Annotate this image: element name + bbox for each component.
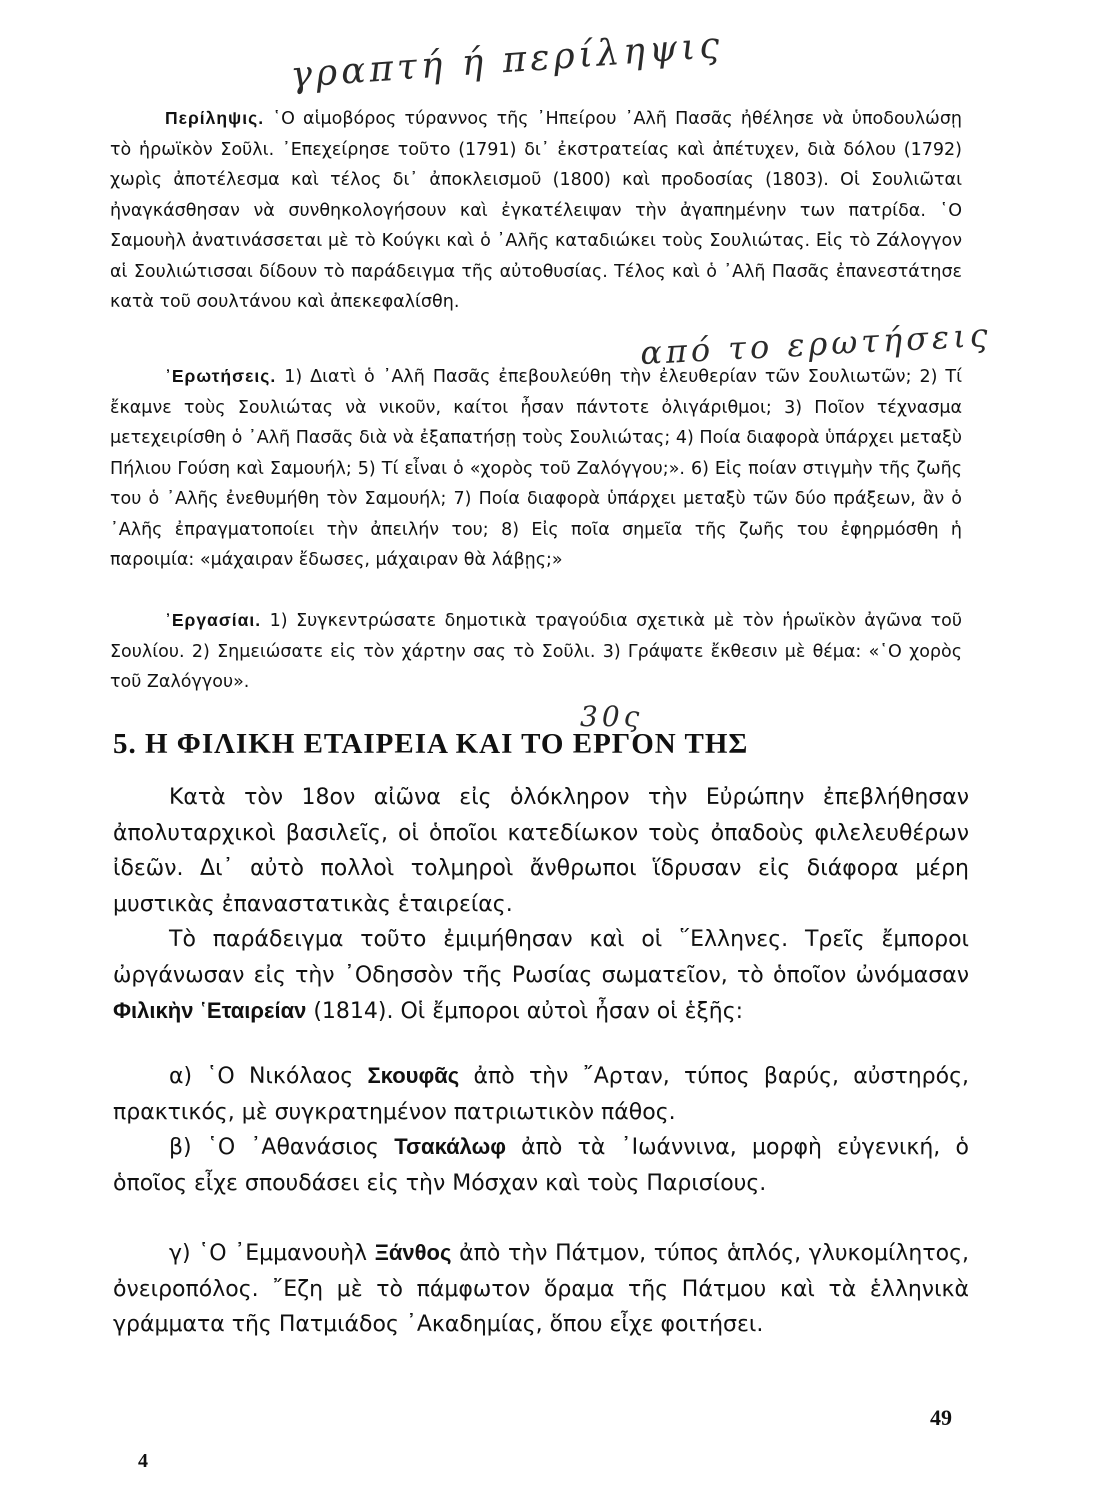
item-name: Ξάνθος xyxy=(374,1240,452,1265)
handwritten-number: 30ς xyxy=(580,700,644,733)
example-text-pre: Τὸ παράδειγμα τοῦτο ἐμιμήθησαν καὶ οἱ ῞Ελληνες. Τρεῖς ἔμποροι ὠργάνωσαν εἰς τὴν ᾿Οδησσὸν τῆς Ρωσίας σωματεῖον, τὸ ὁποῖον ὠνόμασαν xyxy=(113,927,969,988)
summary-label: Περίληψις. xyxy=(165,108,265,128)
item-description: ἀπὸ τὴν ῎Αρταν, τύπος βαρύς, αὐστηρός, πρακτικός, μὲ συγκρατημένον πατριωτικὸν πάθος. xyxy=(113,1064,969,1125)
item-description: ἀπὸ τὰ ᾿Ιωάννινα, μορφὴ εὐγενική, ὁ ὁποῖος εἶχε σπουδάσει εἰς τὴν Μόσχαν καὶ τοὺς Παρισίους. xyxy=(113,1135,969,1196)
questions-label: ᾿Ερωτήσεις. xyxy=(165,366,277,386)
item-description: ἀπὸ τὴν Πάτμον, τύπος ἁπλός, γλυκομίλητος, ὀνειροπόλος. ῎Εζη μὲ τὸ πάμφωτον ὅραμα τῆς Πάτμου καὶ τὰ ἑλληνικὰ γράμματα τῆς Πατμιάδος ᾿Ακαδημίας, ὅπου εἶχε φοιτήσει. xyxy=(113,1241,969,1337)
item-pre: ῾Ο ᾿Εμμανουὴλ xyxy=(198,1241,368,1266)
handwritten-note-middle: από το ερωτήσεις xyxy=(639,315,993,373)
item-name: Τσακάλωφ xyxy=(394,1134,506,1159)
tasks-paragraph xyxy=(110,605,962,698)
section-title: 5. Η ΦΙΛΙΚΗ ΕΤΑΙΡΕΙΑ ΚΑΙ ΤΟ ΕΡΓΟΝ ΤΗΣ xyxy=(113,728,749,760)
example-text-post: (1814). Οἱ ἔμποροι αὐτοὶ ἦσαν οἱ ἑξῆς: xyxy=(313,999,744,1024)
summary-text: ῾Ο αἱμοβόρος τύραννος τῆς ᾿Ηπείρου ᾿Αλῆ Πασᾶς ἠθέλησε νὰ ὑποδουλώσῃ τὸ ἡρωϊκὸν Σοῦλι. ᾿Επεχείρησε τοῦτο (1791) δι᾿ ἐκστρατείας καὶ ἀπέτυχεν, διὰ δόλου (1792) χωρὶς ἀποτέλεσμα καὶ τέλος δι᾿ ἀποκλεισμοῦ (1800) καὶ προδοσίας (1803). Οἱ Σουλιῶται ἠναγκάσθησαν νὰ συνθηκολογήσουν καὶ ἐγκατέλειψαν τὴν ἀγαπημένην των πατρίδα. ῾Ο Σαμουὴλ ἀνατινάσσεται μὲ τὸ Κούγκι καὶ ὁ ᾿Αλῆς καταδιώκει τοὺς Σουλιώτας. Εἰς τὸ Ζάλογγον αἱ Σουλιώτισσαι δίδουν τὸ παράδειγμα τῆς αὐτοθυσίας. Τέλος καὶ ὁ ᾿Αλῆ Πασᾶς ἐπανεστάτησε κατὰ τοῦ σουλτάνου καὶ ἀπεκεφαλίσθη. xyxy=(110,109,962,312)
item-marker: β) xyxy=(169,1135,192,1160)
item-pre: ῾Ο ᾿Αθανάσιος xyxy=(206,1135,379,1160)
item-name: Σκουφᾶς xyxy=(367,1063,460,1088)
handwritten-note-top: γραπτή ή περίληψις xyxy=(289,24,725,97)
example-society-name: Φιλικὴν ῾Εταιρείαν xyxy=(113,998,307,1023)
questions-paragraph xyxy=(110,361,962,576)
section-intro-paragraph: Κατὰ τὸν 18ον αἰῶνα εἰς ὁλόκληρον τὴν Εὐρώπην ἐπεβλήθησαν ἀπολυταρχικοὶ βασιλεῖς, οἱ ὁποῖοι κατεδίωκον τοὺς ὀπαδοὺς φιλελευθέρων ἰδεῶν. Δι᾿ αὐτὸ πολλοὶ τολμηροὶ ἄνθρωποι ἵδρυσαν εἰς διάφορα μέρη μυστικὰς ἐπαναστατικὰς ἑταιρείας. xyxy=(113,785,969,917)
summary-paragraph xyxy=(110,103,962,318)
tasks-label: ᾿Εργασίαι. xyxy=(165,610,262,630)
item-marker: α) xyxy=(169,1064,193,1089)
page-number: 49 xyxy=(930,1405,952,1430)
section-example-paragraph xyxy=(113,922,969,1030)
list-item xyxy=(113,1129,969,1201)
item-pre: ῾Ο Νικόλαος xyxy=(206,1064,354,1089)
item-marker: γ) xyxy=(169,1241,191,1266)
list-item xyxy=(113,1235,969,1343)
questions-text: 1) Διατὶ ὁ ᾿Αλῆ Πασᾶς ἐπεβουλεύθη τὴν ἐλευθερίαν τῶν Σουλιωτῶν; 2) Τί ἔκαμνε τοὺς Σουλιώτας νὰ νικοῦν, καίτοι ἦσαν πάντοτε ὀλιγάριθμοι; 3) Ποῖον τέχνασμα μετεχειρίσθη ὁ ᾿Αλῆ Πασᾶς διὰ νὰ ἐξαπατήσῃ τοὺς Σουλιώτας; 4) Ποία διαφορὰ ὑπάρχει μεταξὺ Πήλιου Γούση καὶ Σαμουήλ; 5) Τί εἶναι ὁ «χορὸς τοῦ Ζαλόγγου;». 6) Εἰς ποίαν στιγμὴν τῆς ζωῆς του ὁ ᾿Αλῆς ἐνεθυμήθη τὸν Σαμουήλ; 7) Ποία διαφορὰ ὑπάρχει μεταξὺ τῶν δύο πράξεων, ἂν ὁ ᾿Αλῆς ἐπραγματοποίει τὴν ἀπειλήν του; 8) Εἰς ποῖα σημεῖα τῆς ζωῆς του ἐφηρμόσθη ἡ παροιμία: «μάχαιραν ἔδωσες, μάχαιραν θὰ λάβῃς;» xyxy=(110,367,962,570)
signature-mark: 4 xyxy=(138,1450,148,1472)
list-item xyxy=(113,1058,969,1130)
tasks-text: 1) Συγκεντρώσατε δημοτικὰ τραγούδια σχετικὰ μὲ τὸν ἡρωϊκὸν ἀγῶνα τοῦ Σουλίου. 2) Σημειώσατε εἰς τὸν χάρτην σας τὸ Σοῦλι. 3) Γράψατε ἔκθεσιν μὲ θέμα: «῾Ο χορὸς τοῦ Ζαλόγγου». xyxy=(110,611,962,692)
